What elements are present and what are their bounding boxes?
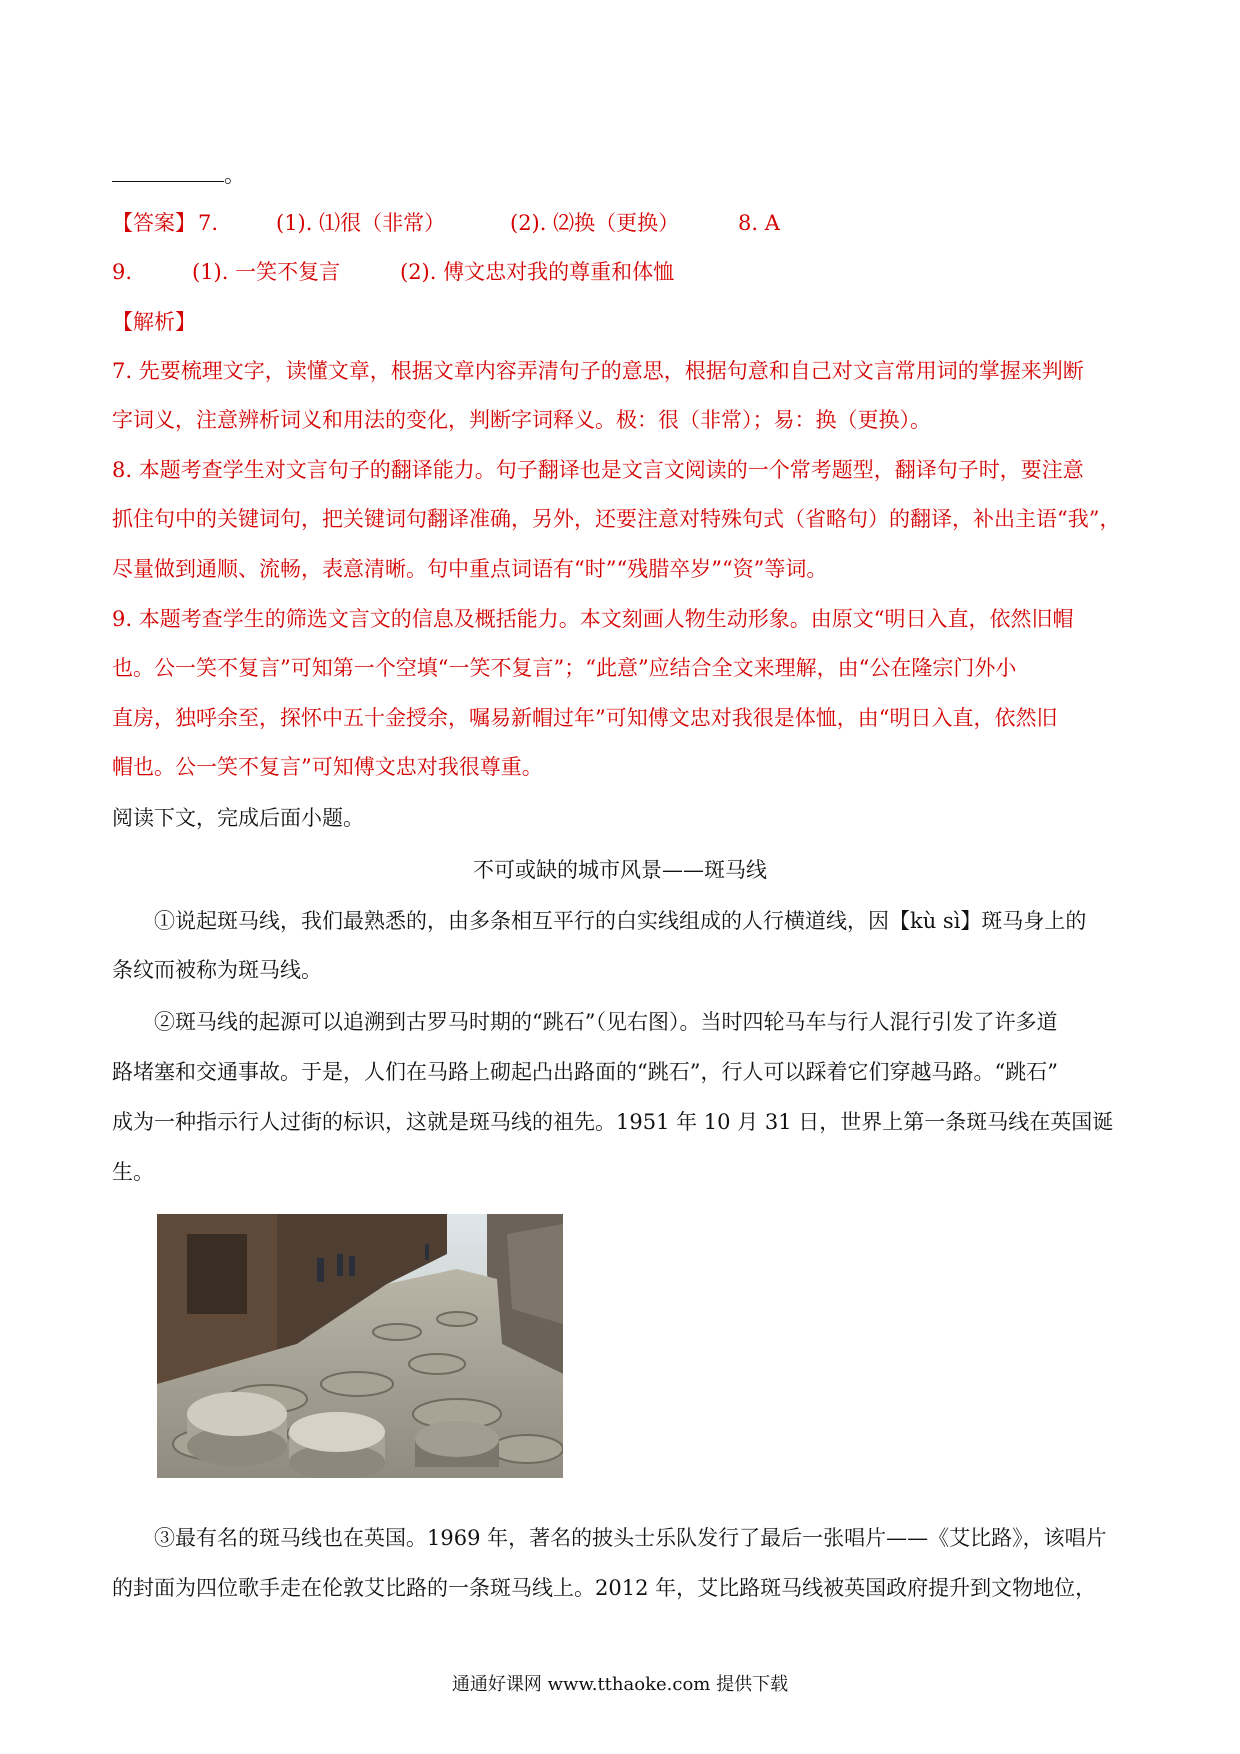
paragraph-line: ②斑马线的起源可以追溯到古罗马时期的“跳石”（见右图）。当时四轮马车与行人混行引发了许多道 xyxy=(154,1010,1058,1034)
answer-q7-part1: (1). ⑴很（非常） xyxy=(276,211,446,235)
analysis-line: 尽量做到通顺、流畅，表意清晰。句中重点词语有“时”“残腊卒岁”“资”等词。 xyxy=(112,557,828,581)
answer-label: 【答案】 xyxy=(112,211,196,235)
analysis-line: 也。公一笑不复言”可知第一个空填“一笑不复言”；“此意”应结合全文来理解，由“公在隆宗门外小 xyxy=(112,656,1017,680)
paragraph-line: ①说起斑马线，我们最熟悉的，由多条相互平行的白实线组成的人行横道线，因【kù sì】斑马身上的 xyxy=(154,909,1087,933)
paragraph-line: 成为一种指示行人过街的标识，这就是斑马线的祖先。1951 年 10 月 31 日，世界上第一条斑马线在英国诞 xyxy=(112,1110,1114,1134)
paragraph-line: ③最有名的斑马线也在英国。1969 年，著名的披头士乐队发行了最后一张唱片——《艾比路》，该唱片 xyxy=(154,1526,1107,1550)
answer-q7-part2: (2). ⑵换（更换） xyxy=(510,211,680,235)
paragraph-line: 路堵塞和交通事故。于是，人们在马路上砌起凸出路面的“跳石”，行人可以踩着它们穿越马路。“跳石” xyxy=(112,1060,1058,1084)
answer-q9-number: 9. xyxy=(112,260,133,284)
analysis-line: 8. 本题考查学生对文言句子的翻译能力。句子翻译也是文言文阅读的一个常考题型，翻译句子时，要注意 xyxy=(112,458,1084,482)
paragraph-line: 生。 xyxy=(112,1160,154,1184)
paragraph-line: 的封面为四位歌手走在伦敦艾比路的一条斑马线上。2012 年，艾比路斑马线被英国政府提升到文物地位， xyxy=(112,1576,1097,1600)
article-title: 不可或缺的城市风景——斑马线 xyxy=(473,858,767,882)
paragraph-line: 条纹而被称为斑马线。 xyxy=(112,958,322,982)
analysis-line: 帽也。公一笑不复言”可知傅文忠对我很尊重。 xyxy=(112,755,543,779)
analysis-line: 抓住句中的关键词句，把关键词句翻译准确，另外，还要注意对特殊句式（省略句）的翻译，补出主语“我”， xyxy=(112,507,1121,531)
answer-q9-part2: (2). 傅文忠对我的尊重和体恤 xyxy=(400,260,675,284)
answer-q7-number: 7. xyxy=(198,211,219,235)
analysis-line: 直房，独呼余至，探怀中五十金授余，嘱易新帽过年”可知傅文忠对我很是体恤，由“明日入直，依然旧 xyxy=(112,706,1058,730)
stepping-stones-photo xyxy=(157,1214,563,1478)
analysis-line: 9. 本题考查学生的筛选文言文的信息及概括能力。本文刻画人物生动形象。由原文“明日入直，依然旧帽 xyxy=(112,607,1074,631)
analysis-line: 7. 先要梳理文字，读懂文章，根据文章内容弄清句子的意思，根据句意和自己对文言常用词的掌握来判断 xyxy=(112,359,1084,383)
answer-q9-part1: (1). 一笑不复言 xyxy=(192,260,341,284)
blank-suffix: 。 xyxy=(224,163,245,187)
reading-instruction: 阅读下文，完成后面小题。 xyxy=(112,806,364,830)
answer-q8: 8. A xyxy=(738,211,780,235)
analysis-line: 字词义，注意辨析词义和用法的变化，判断字词释义。极：很（非常）；易：换（更换）。 xyxy=(112,408,931,432)
blank-underline xyxy=(112,163,224,182)
answer-blank xyxy=(112,160,245,190)
analysis-label: 【解析】 xyxy=(112,310,196,334)
footer-source: 通通好课网 www.tthaoke.com 提供下载 xyxy=(451,1674,789,1695)
